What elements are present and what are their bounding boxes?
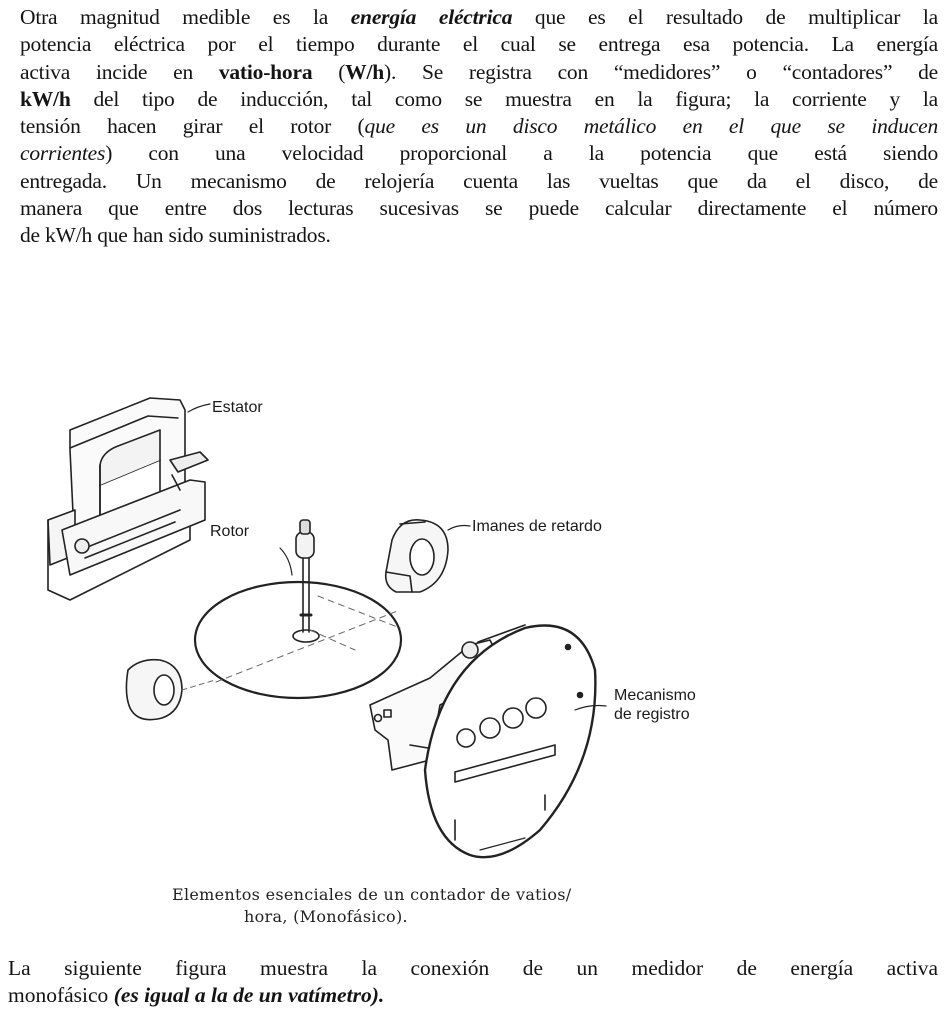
text-line xyxy=(20,59,938,86)
figure-caption xyxy=(172,884,732,928)
meter-figure xyxy=(0,360,948,880)
text-run: tensión hacen girar el rotor ( xyxy=(20,114,365,139)
text-run: W/h xyxy=(345,59,384,84)
stator-drawing xyxy=(48,398,208,600)
magnet-right-drawing xyxy=(386,520,448,592)
text-run: kW/h xyxy=(20,86,71,111)
text-line xyxy=(20,140,938,167)
text-run: monofásico xyxy=(8,983,114,1007)
text-run: ) con una velocidad proporcional a la potencia que está siendo xyxy=(105,141,938,166)
text-run: (es igual a la de un vatímetro). xyxy=(113,983,385,1007)
text-run: entregada. Un mecanismo de relojería cuenta las vueltas que da el disco, de xyxy=(20,168,938,193)
text-line xyxy=(20,168,938,195)
text-run: potencia eléctrica por el tiempo durante el cual se entrega esa potencia. La energía xyxy=(20,32,938,57)
label-mecanismo-line2: de registro xyxy=(614,706,690,723)
text-run: Otra magnitud medible es la xyxy=(20,5,351,29)
label-estator: Estator xyxy=(212,399,263,416)
text-run: energía eléctrica xyxy=(350,5,513,29)
label-mecanismo xyxy=(614,686,696,724)
text-run: ( xyxy=(312,59,346,84)
text-run: que es un disco metálico en el que se inducen xyxy=(364,114,938,139)
connection-paragraph xyxy=(8,955,938,1009)
label-imanes-de-retardo: Imanes de retardo xyxy=(472,518,602,535)
meter-illustration xyxy=(0,360,948,880)
label-rotor: Rotor xyxy=(210,523,250,540)
intro-paragraph xyxy=(20,4,938,250)
text-run: de kW/h que han sido suministrados. xyxy=(20,223,331,248)
rotor-drawing xyxy=(195,520,401,698)
text-run: activa incide en xyxy=(20,59,219,84)
text-run: vatio-hora xyxy=(218,59,313,84)
text-run: del tipo de inducción, tal como se muestra en la figura; la corriente y la xyxy=(70,86,938,111)
caption-line2: hora, (Monofásico). xyxy=(244,907,408,926)
label-mecanismo-line1: Mecanismo xyxy=(614,687,696,704)
text-line xyxy=(20,195,938,222)
caption-line1: Elementos esenciales de un contador de vatios/ xyxy=(172,885,572,904)
magnet-left-drawing xyxy=(126,660,215,720)
text-run: que es el resultado de multiplicar la xyxy=(512,5,938,29)
text-line xyxy=(20,4,938,31)
text-run: La siguiente figura muestra la conexión de un medidor de energía activa xyxy=(8,956,938,980)
text-run: manera que entre dos lecturas sucesivas se puede calcular directamente el número xyxy=(20,196,938,221)
text-run: corrientes xyxy=(20,141,106,166)
text-line xyxy=(8,955,938,982)
text-line xyxy=(8,982,938,1009)
register-drawing xyxy=(370,625,595,857)
text-line xyxy=(20,113,938,140)
text-run: ). Se registra con “medidores” o “contadores” de xyxy=(384,59,938,84)
text-line xyxy=(20,222,938,249)
text-line xyxy=(20,86,938,113)
text-line xyxy=(20,31,938,58)
